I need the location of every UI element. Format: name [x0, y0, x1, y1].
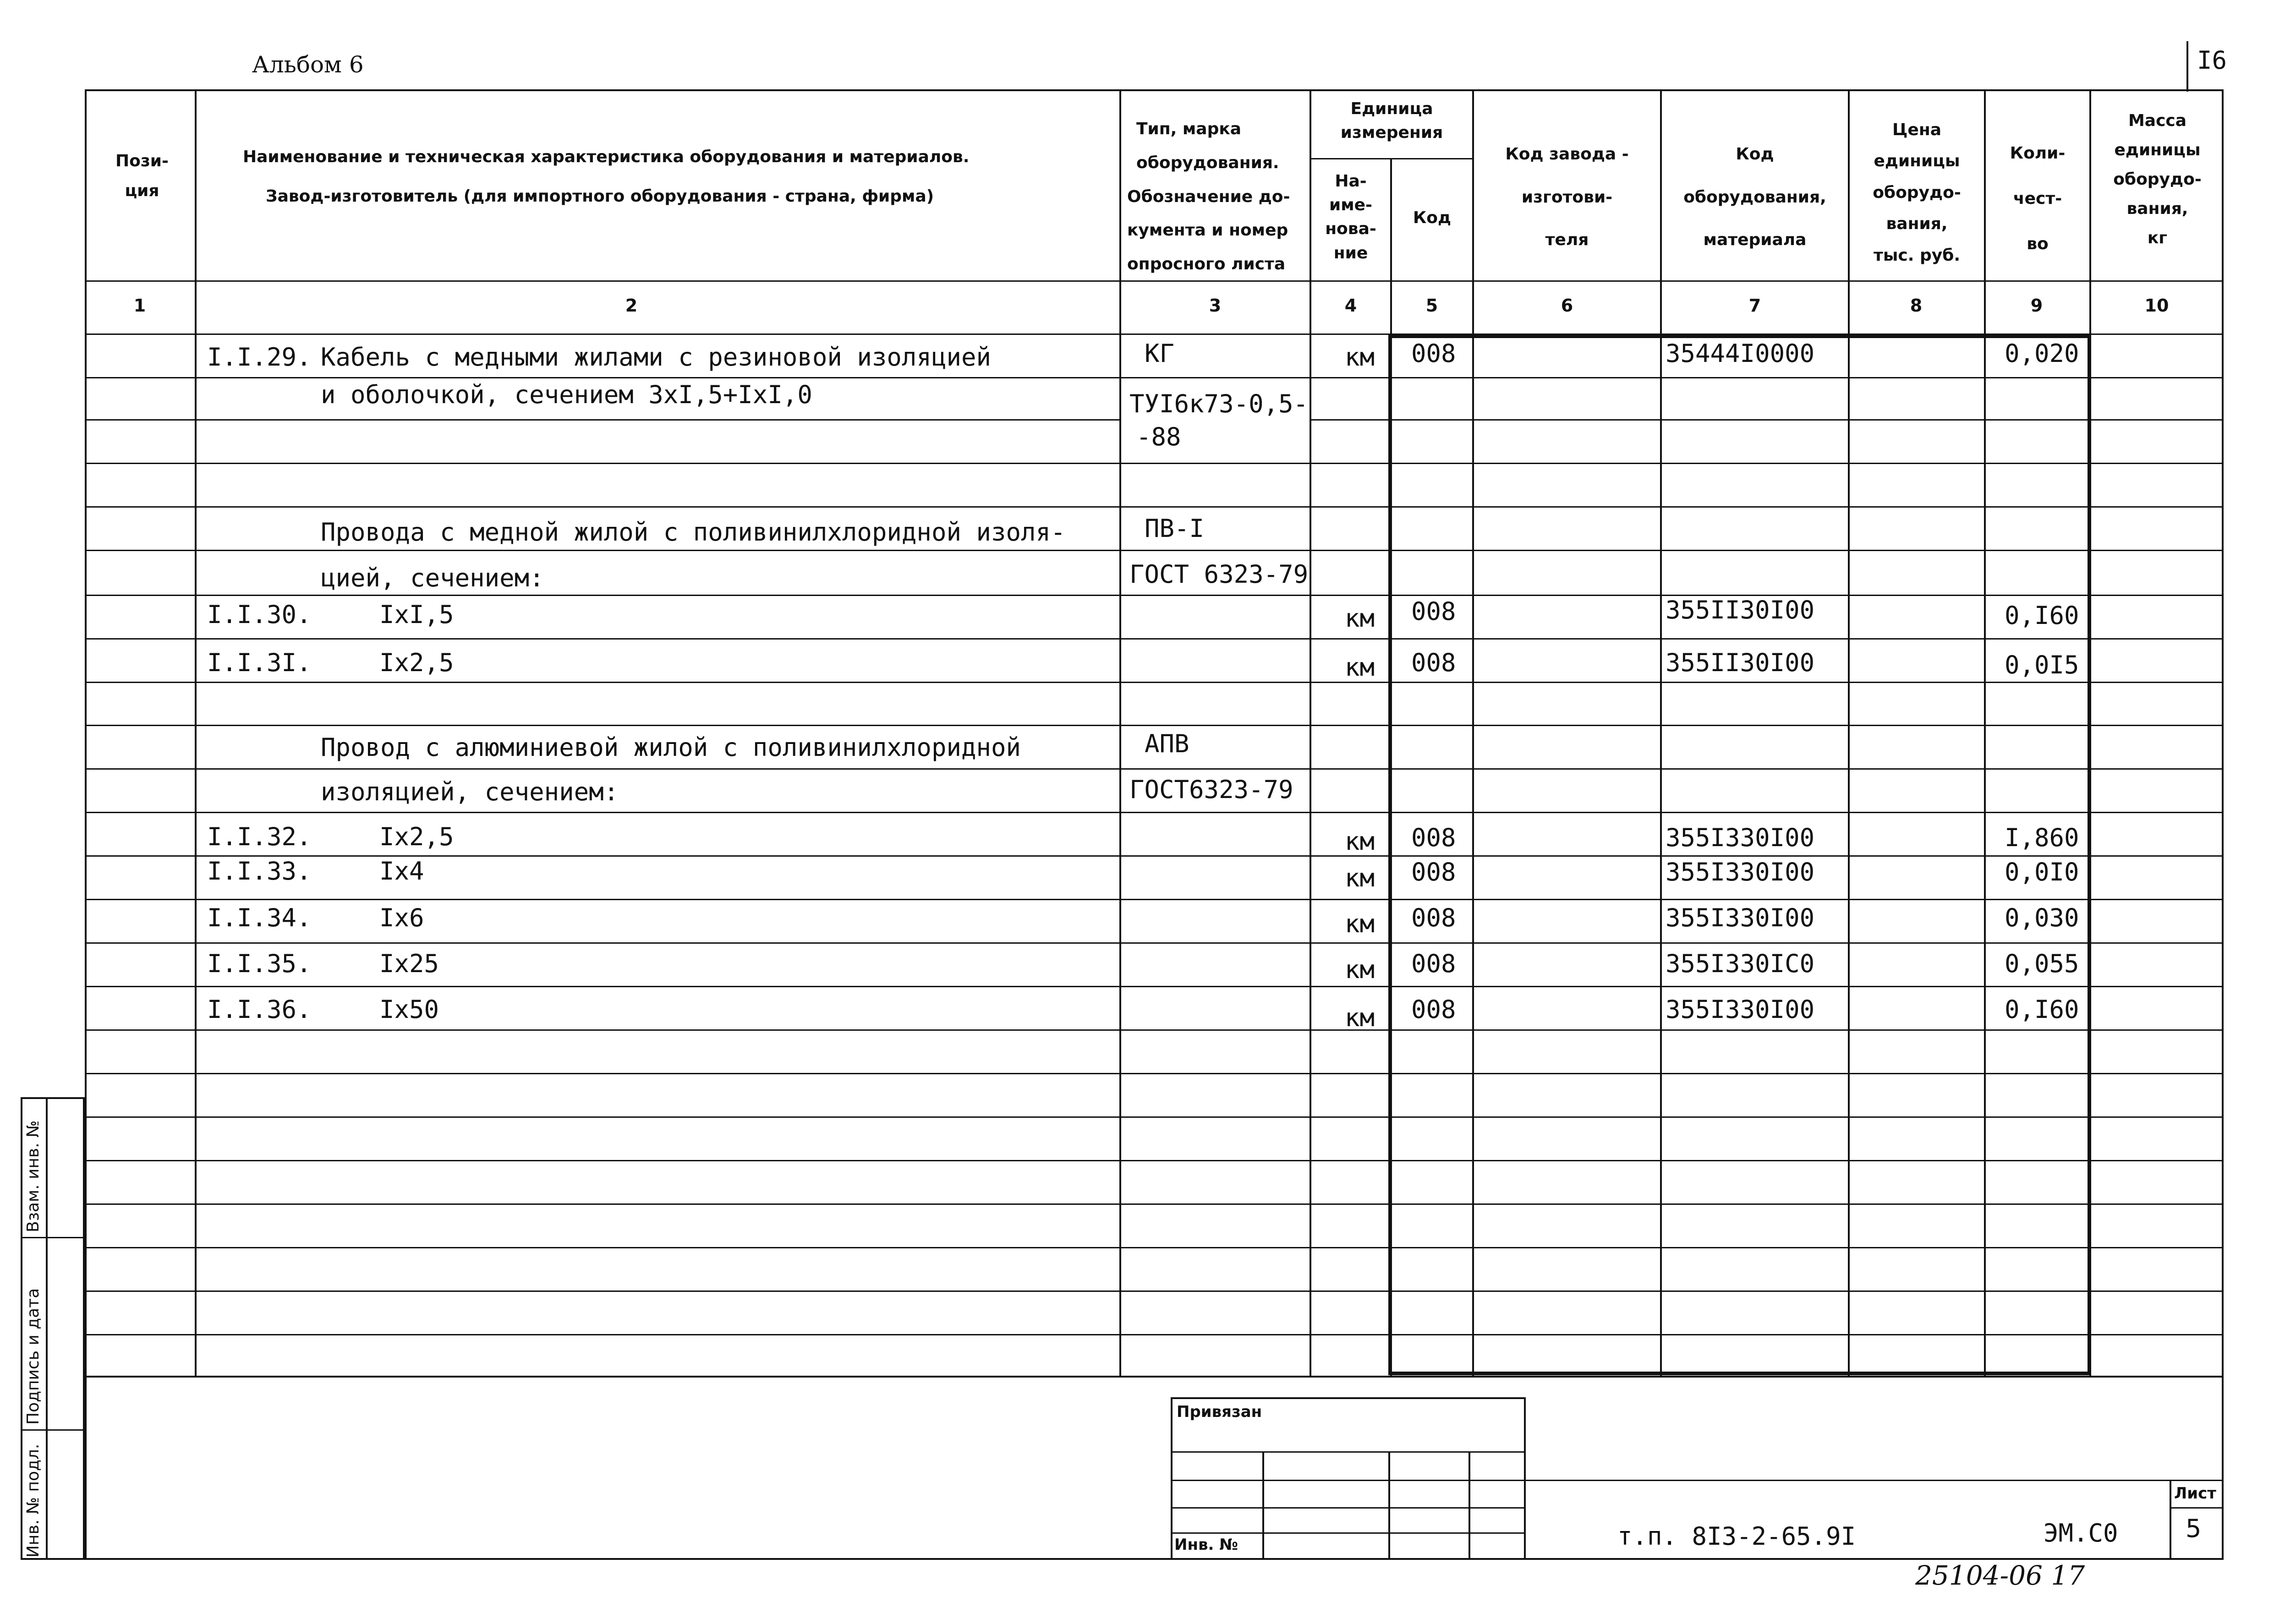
header-material-code [1662, 133, 1848, 262]
column-number-4: 4 [1344, 295, 1357, 316]
column-number-7: 7 [1748, 295, 1761, 316]
side-stamp-line [21, 1429, 85, 1431]
header-unit-name-line4: ние [1333, 243, 1368, 262]
row-line [85, 1116, 2224, 1118]
document-code: ЭМ.С0 [2044, 1519, 2118, 1547]
numbers-bottom-line [85, 334, 2224, 335]
header-material-code-line3: материала [1703, 230, 1807, 250]
row-unit-code: 008 [1411, 995, 1456, 1024]
header-mass-line2: единицы [2114, 141, 2201, 160]
header-unit-name [1311, 170, 1390, 265]
header-unit-name-line3: нова- [1325, 219, 1376, 239]
privyazan-col [1262, 1451, 1264, 1560]
row-material-code: 355II30I00 [1666, 648, 1815, 677]
header-unit-title-line1: Единица [1350, 99, 1433, 118]
row-name: Ix2,5 [379, 648, 454, 677]
row-material-code: 35444I0000 [1666, 339, 1815, 368]
row-name: Ix25 [379, 949, 439, 978]
bottom-note: 25104-06 17 [1915, 1560, 2085, 1591]
row-line [85, 1073, 2224, 1074]
header-material-code-line2: оборудования, [1683, 187, 1826, 207]
row-unit: км [1345, 909, 1375, 938]
row-name: Ix4 [379, 857, 424, 886]
row-quantity: 0,030 [2005, 903, 2079, 932]
header-mass-line1: Масса [2128, 111, 2187, 130]
project-number: т.п. 8I3-2-65.9I [1617, 1522, 1856, 1551]
row-line [85, 377, 2224, 378]
header-mass-line5: кг [2147, 229, 2168, 248]
header-type [1127, 112, 1308, 281]
unit-header-divider [1310, 158, 1474, 159]
header-type-line3: Обозначение до- [1127, 187, 1290, 206]
column-number-10: 10 [2144, 295, 2169, 316]
row-line [85, 419, 1119, 421]
header-quantity-line3: во [2027, 235, 2049, 253]
row-line [85, 506, 2224, 508]
row-material-code: 355I330IC0 [1666, 949, 1815, 978]
row-line [85, 768, 2224, 770]
row-line [85, 725, 2224, 726]
row-position: I.I.33. [207, 857, 312, 886]
row-position: I.I.36. [207, 995, 312, 1024]
header-plant-code-line3: теля [1545, 230, 1589, 250]
row-quantity: 0,I60 [2005, 995, 2079, 1024]
header-name-line1: Наименование и техническая характеристика оборудования и материалов. [243, 148, 970, 166]
side-label-podpis: Подпись и дата [24, 1288, 43, 1425]
header-price [1850, 115, 1984, 271]
privyazan-label: Привязан [1177, 1403, 1262, 1421]
privyazan-line [1171, 1451, 1526, 1453]
row-unit: км [1345, 653, 1375, 682]
header-quantity-line2: чест- [2013, 189, 2062, 208]
header-position-line1: Пози- [115, 152, 169, 170]
row-line [85, 1029, 2224, 1031]
row-material-code: 355II30I00 [1666, 596, 1815, 624]
row-unit-code: 008 [1411, 823, 1456, 852]
header-material-code-line1: Код [1736, 145, 1774, 164]
header-quantity [1986, 131, 2089, 267]
header-unit-name-line2: име- [1329, 196, 1372, 215]
row-line [1310, 419, 2224, 421]
row-type: КГ [1145, 339, 1175, 368]
group-type: АПВ [1145, 729, 1189, 758]
group-type: ПВ-I [1145, 514, 1205, 543]
row-material-code: 355I330I00 [1666, 823, 1815, 852]
row-unit-code: 008 [1411, 903, 1456, 932]
page-number: I6 [2197, 46, 2227, 75]
row-quantity: 0,I60 [2005, 601, 2079, 630]
column-number-2: 2 [625, 295, 638, 316]
sheet-divider [2170, 1480, 2171, 1560]
row-quantity: 0,020 [2005, 339, 2079, 368]
header-plant-code-line2: изготови- [1521, 187, 1613, 207]
side-label-inv-podl: Инв. № подл. [24, 1444, 43, 1558]
album-label: Альбом 6 [252, 51, 364, 78]
column-number-1: 1 [133, 295, 146, 316]
side-label-vzam: Взам. инв. № [24, 1120, 43, 1232]
row-position: I.I.3I. [207, 648, 312, 677]
row-unit: км [1345, 343, 1375, 372]
row-position: I.I.29. [207, 343, 312, 372]
col-line-1 [195, 89, 197, 1378]
row-line [85, 1334, 2224, 1335]
row-unit-code: 008 [1411, 648, 1456, 677]
row-name: Ix6 [379, 903, 424, 932]
row-position: I.I.30. [207, 600, 312, 629]
privyazan-line [1171, 1532, 1526, 1534]
group-type: ГОСТ6323-79 [1129, 775, 1293, 804]
row-type: ТУI6к73-0,5- [1129, 389, 1309, 418]
row-material-code: 355I330I00 [1666, 903, 1815, 932]
group-name: Провода с медной жилой с поливинилхлоридной изоля- [321, 518, 1066, 547]
row-material-code: 355I330I00 [1666, 858, 1815, 886]
row-line [85, 595, 2224, 596]
header-price-line2: единицы [1874, 152, 1960, 171]
header-plant-code-line1: Код завода - [1505, 145, 1629, 164]
column-number-8: 8 [1910, 295, 1923, 316]
row-line [85, 942, 2224, 944]
header-unit-code: Код [1413, 208, 1452, 227]
row-unit-code: 008 [1411, 339, 1456, 368]
row-quantity: 0,0I5 [2005, 651, 2079, 679]
column-number-3: 3 [1209, 295, 1222, 316]
row-line [85, 1290, 2224, 1292]
column-number-9: 9 [2030, 295, 2043, 316]
header-mass-line4: вания, [2126, 199, 2188, 219]
row-position: I.I.32. [207, 822, 312, 851]
header-unit-name-line1: На- [1335, 172, 1367, 191]
sheet-label: Лист [2174, 1484, 2216, 1503]
header-position [92, 147, 192, 206]
row-line [85, 638, 2224, 640]
header-type-line2: оборудования. [1136, 153, 1279, 172]
sheet-number: 5 [2186, 1514, 2202, 1543]
row-unit: км [1345, 955, 1375, 984]
row-name: Кабель с медными жилами с резиновой изоляцией [321, 343, 991, 372]
page-number-box [2186, 41, 2188, 92]
header-type-line1: Тип, марка [1136, 120, 1242, 138]
side-stamp-line [21, 1237, 85, 1238]
header-type-line5: опросного листа [1127, 255, 1286, 274]
row-quantity: 0,055 [2005, 949, 2079, 978]
row-line [85, 812, 2224, 813]
row-line [85, 899, 2224, 900]
header-position-line2: ция [125, 181, 159, 200]
row-unit: км [1345, 604, 1375, 633]
title-block-frame [85, 1376, 2224, 1560]
privyazan-col [1469, 1451, 1470, 1560]
row-quantity: I,860 [2005, 823, 2079, 852]
col-line-2 [1119, 89, 1121, 1378]
group-name: Провод с алюминиевой жилой с поливинилхлоридной [321, 733, 1021, 762]
column-number-5: 5 [1425, 295, 1438, 316]
privyazan-line [1171, 1480, 1526, 1481]
header-plant-code [1474, 133, 1660, 262]
row-name: и оболочкой, сечением 3xI,5+IxI,0 [321, 380, 812, 409]
row-line [85, 1247, 2224, 1248]
header-name [202, 137, 1118, 217]
header-mass-line3: оборудо- [2113, 170, 2202, 189]
privyazan-line [1171, 1507, 1526, 1509]
row-unit-code: 008 [1411, 949, 1456, 978]
row-quantity: 0,0I0 [2005, 858, 2079, 886]
header-unit-title-line2: измерения [1340, 123, 1443, 142]
row-name: Ix2,5 [379, 822, 454, 851]
row-line [85, 1160, 2224, 1161]
side-stamp-divider [46, 1097, 48, 1560]
row-unit-code: 008 [1411, 597, 1456, 626]
row-unit: км [1345, 864, 1375, 892]
stamp-top-line [1526, 1480, 2224, 1481]
row-position: I.I.34. [207, 903, 312, 932]
row-material-code: 355I330I00 [1666, 995, 1815, 1024]
header-unit-title [1310, 97, 1473, 145]
group-name: изоляцией, сечением: [321, 777, 619, 806]
row-line [85, 682, 2224, 683]
row-unit-code: 008 [1411, 858, 1456, 886]
header-price-line4: вания, [1886, 214, 1948, 234]
row-unit: км [1345, 827, 1375, 856]
row-line [85, 1203, 2224, 1205]
col-line-3 [1310, 89, 1311, 1378]
row-position: I.I.35. [207, 949, 312, 978]
header-mass [2091, 106, 2224, 253]
group-name: цией, сечением: [321, 563, 544, 592]
privyazan-col [1388, 1451, 1390, 1560]
header-price-line1: Цена [1892, 120, 1941, 139]
header-price-line3: оборудо- [1873, 183, 1961, 202]
row-type: -88 [1136, 422, 1181, 451]
row-line [85, 550, 2224, 551]
header-type-line4: кумента и номер [1127, 221, 1288, 240]
header-name-line2: Завод-изготовитель (для импортного оборудования - страна, фирма) [266, 187, 934, 206]
header-price-line5: тыс. руб. [1873, 246, 1961, 265]
row-unit: км [1345, 1003, 1375, 1032]
column-number-6: 6 [1561, 295, 1573, 316]
inv-no-label: Инв. № [1174, 1536, 1238, 1554]
sheet-line [2170, 1507, 2224, 1509]
row-name: Ix50 [379, 995, 439, 1024]
row-line [85, 463, 2224, 464]
group-type: ГОСТ 6323-79 [1129, 560, 1309, 589]
data-block-frame [1388, 334, 2091, 1375]
row-line [85, 986, 2224, 987]
header-quantity-line1: Коли- [2010, 144, 2066, 163]
row-name: IxI,5 [379, 600, 454, 629]
